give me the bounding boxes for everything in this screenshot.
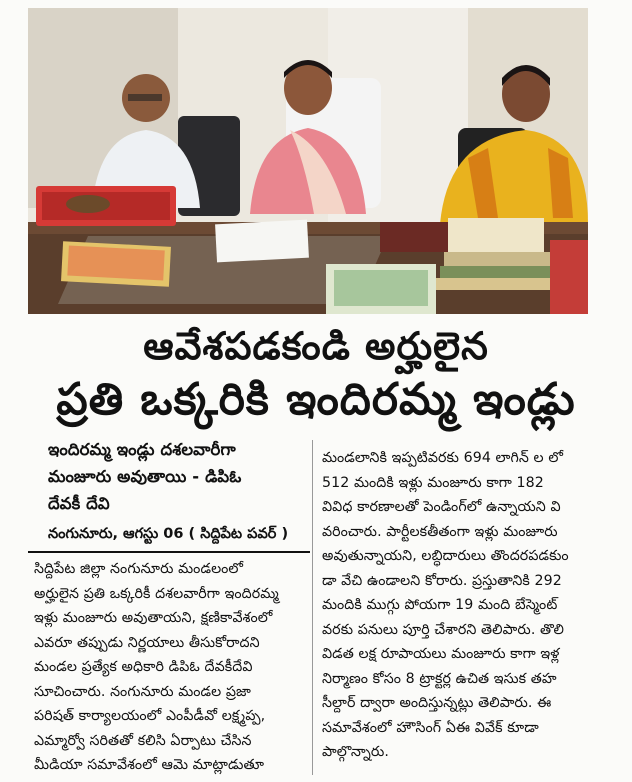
- headline-line-2: ప్రతి ఒక్కరికి ఇందిరమ్మ ఇండ్లు: [56, 374, 576, 425]
- headline-line-1: ఆవేశపడకండి అర్హులైన: [143, 324, 489, 368]
- article-column-right: [322, 446, 618, 765]
- column-divider: [312, 440, 313, 775]
- article-column-left: [28, 432, 308, 778]
- article-body-left: సిద్దిపేట జిల్లా నంగునూరు మండలంలో అర్హులైన ప్రతి ఒక్కరికీ దశలవారీగా ఇందిరమ్మ ఇళ్లు మంజూరు అవుతాయని, క్షణికావేశంలో ఎవరూ తప్పుడు నిర్ణయాలు తీసుకోరాదని మండల ప్రత్యేక అధికారి డిపిఓ దేవకీదేవి సూచించారు. నంగునూరు మండల ప్రజా పరిషత్ కార్యాలయంలో ఎంపీడీవో లక్ష్మప్ప, ఎమ్మార్వో సరితతో కలిసి ఏర్పాటు చేసిన మీడియా సమావేశంలో ఆమె మాట్లాడుతూ: [34, 561, 279, 773]
- article-subhead: ఇందిరమ్మ ఇండ్లు దశలవారీగా మంజూరు అవుతాయి - డిపిఓ దేవకీ దేవి: [48, 440, 242, 513]
- news-photo: [28, 8, 588, 314]
- article-dateline: నంగునూరు, ఆగస్టు 06 ( సిద్దిపేట పవర్ ): [28, 523, 310, 553]
- article-body-right: మండలానికి ఇప్పటివరకు 694 లాగిన్ ల లో 512 మందికి ఇళ్లు మంజూరు కాగా 182 వివిధ కారణాలతో పెండింగ్‌లో ఉన్నాయని వి వరించారు. పార్టీలకతీతంగా ఇళ్లు మంజూరు అవుతున్నాయని, లబ్ధిదారులు తొందరపడకుం డా వేచి ఉండాలని కోరారు. ప్రస్తుతానికి 292 మందికి ముగ్గు పోయగా 19 మంది బేస్మెంట్ వరకు పనులు పూర్తి చేశారని తెలిపారు. తొలి విడత లక్ష రూపాయలు మంజూరు కాగా ఇళ్ల నిర్మాణం కోసం 8 ట్రాక్టర్ల ఉచిత ఇసుక తహ సీల్దార్ ద్వారా అందిస్తున్నట్లు తెలిపారు. ఈ సమావేశంలో హౌసింగ్ ఏఈ వివేక్ కూడా పాల్గొన్నారు.: [322, 450, 569, 760]
